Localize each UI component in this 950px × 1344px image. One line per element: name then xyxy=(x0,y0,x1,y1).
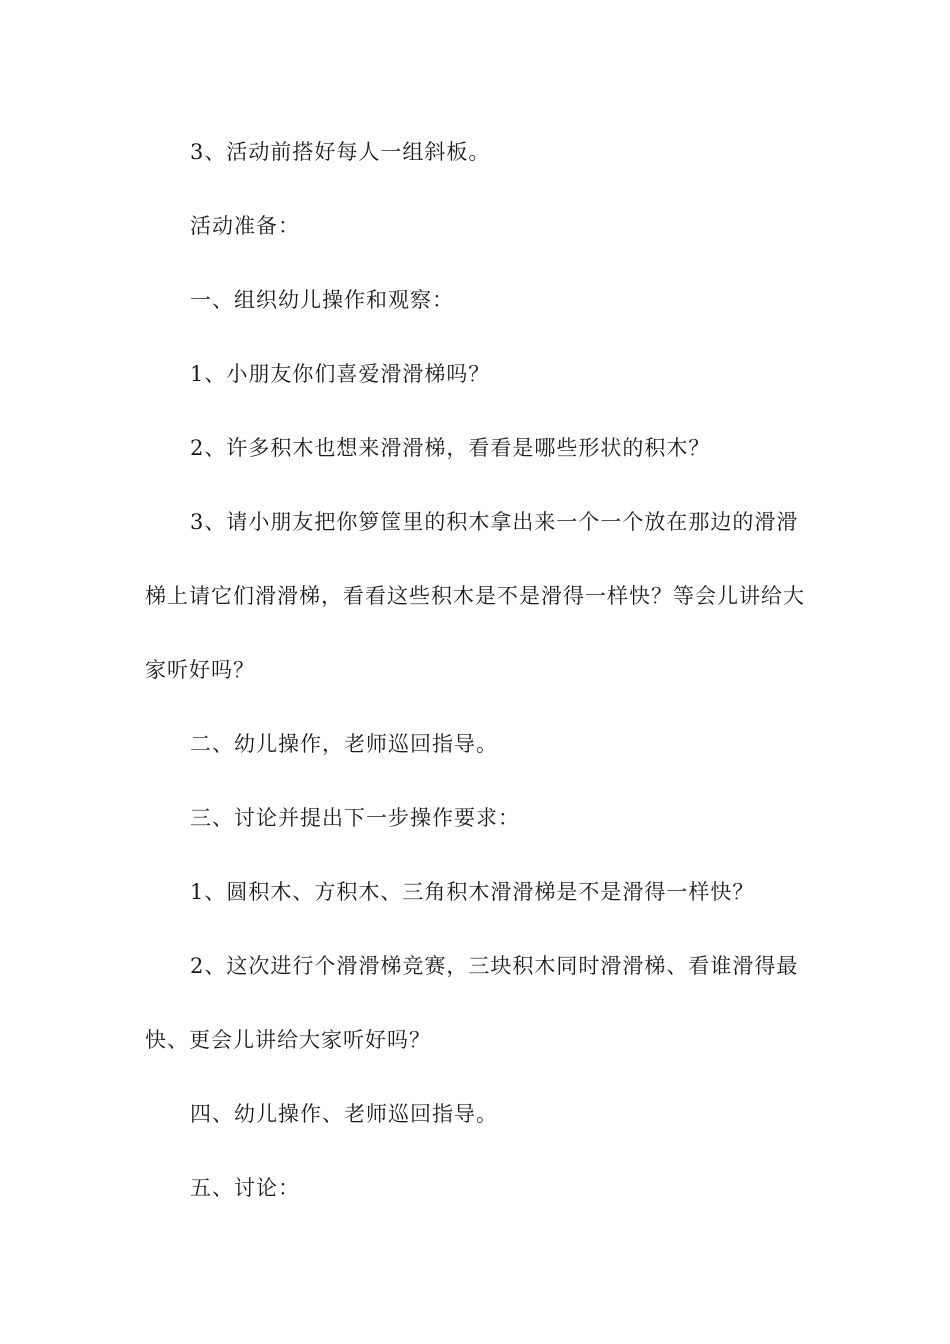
paragraph-question-3: 3、请小朋友把你箩筐里的积木拿出来一个一个放在那边的滑滑梯上请它们滑滑梯，看看这些积木是不是滑得一样快？等会儿讲给大家听好吗？ xyxy=(145,510,805,682)
paragraph-question-2: 2、许多积木也想来滑滑梯，看看是哪些形状的积木？ xyxy=(190,436,711,460)
paragraph-activity-prep: 活动准备： xyxy=(190,214,300,238)
paragraph-section-two: 二、幼儿操作，老师巡回指导。 xyxy=(190,732,498,756)
paragraph-discussion-2: 2、这次进行个滑滑梯竞赛，三块积木同时滑滑梯、看谁滑得最快、更会儿讲给大家听好吗？ xyxy=(145,954,799,1052)
paragraph-section-one: 一、组织幼儿操作和观察： xyxy=(190,288,454,312)
paragraph-question-1: 1、小朋友你们喜爱滑滑梯吗？ xyxy=(190,362,491,386)
paragraph-section-five: 五、讨论： xyxy=(190,1176,300,1200)
paragraph-discussion-1: 1、圆积木、方积木、三角积木滑滑梯是不是滑得一样快？ xyxy=(190,880,755,904)
paragraph-section-four: 四、幼儿操作、老师巡回指导。 xyxy=(190,1102,498,1126)
paragraph-prep-step-3: 3、活动前搭好每人一组斜板。 xyxy=(190,140,491,164)
paragraph-section-three: 三、讨论并提出下一步操作要求： xyxy=(190,806,520,830)
